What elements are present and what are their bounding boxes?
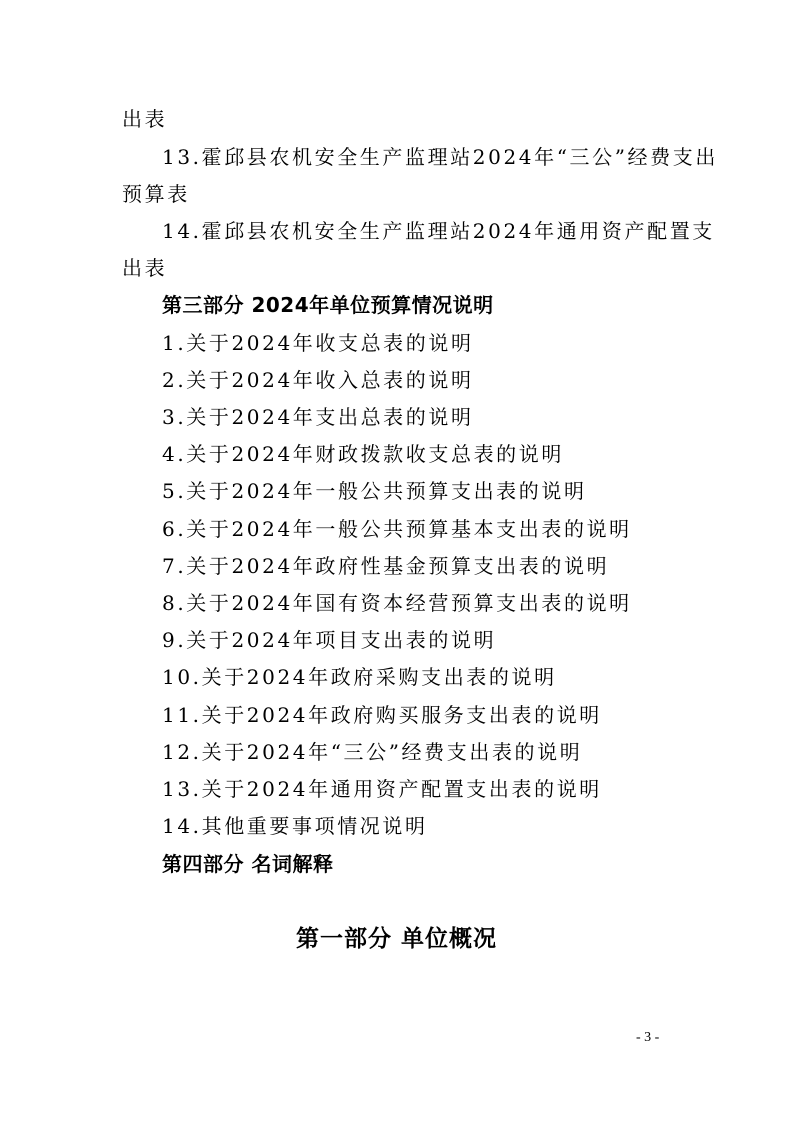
section-title: 第一部分 单位概况 xyxy=(295,926,497,952)
part4-heading: 第四部分 名词解释 xyxy=(162,852,334,876)
toc-line: 出表 xyxy=(122,256,168,280)
toc-item: 7.关于2024年政府性基金预算支出表的说明 xyxy=(162,554,610,578)
toc-item: 12.关于2024年“三公”经费支出表的说明 xyxy=(162,740,583,764)
toc-item: 3.关于2024年支出总表的说明 xyxy=(162,405,474,429)
toc-item: 2.关于2024年收入总表的说明 xyxy=(162,368,474,392)
part3-heading: 第三部分 2024年单位预算情况说明 xyxy=(162,293,494,317)
toc-item: 6.关于2024年一般公共预算基本支出表的说明 xyxy=(162,517,632,541)
toc-item: 5.关于2024年一般公共预算支出表的说明 xyxy=(162,479,587,503)
toc-line: 预算表 xyxy=(122,182,190,206)
toc-line: 出表 xyxy=(122,107,168,131)
toc-line: 13.霍邱县农机安全生产监理站2024年“三公”经费支出 xyxy=(162,145,718,169)
toc-item: 13.关于2024年通用资产配置支出表的说明 xyxy=(162,777,602,801)
toc-item: 10.关于2024年政府采购支出表的说明 xyxy=(162,665,557,689)
toc-line: 14.霍邱县农机安全生产监理站2024年通用资产配置支 xyxy=(162,219,715,243)
page-number: - 3 - xyxy=(636,1030,660,1045)
toc-item: 14.其他重要事项情况说明 xyxy=(162,814,428,838)
toc-item: 9.关于2024年项目支出表的说明 xyxy=(162,628,497,652)
toc-item: 4.关于2024年财政拨款收支总表的说明 xyxy=(162,442,564,466)
toc-item: 11.关于2024年政府购买服务支出表的说明 xyxy=(162,703,602,727)
toc-item: 1.关于2024年收支总表的说明 xyxy=(162,331,474,355)
toc-item: 8.关于2024年国有资本经营预算支出表的说明 xyxy=(162,591,632,615)
